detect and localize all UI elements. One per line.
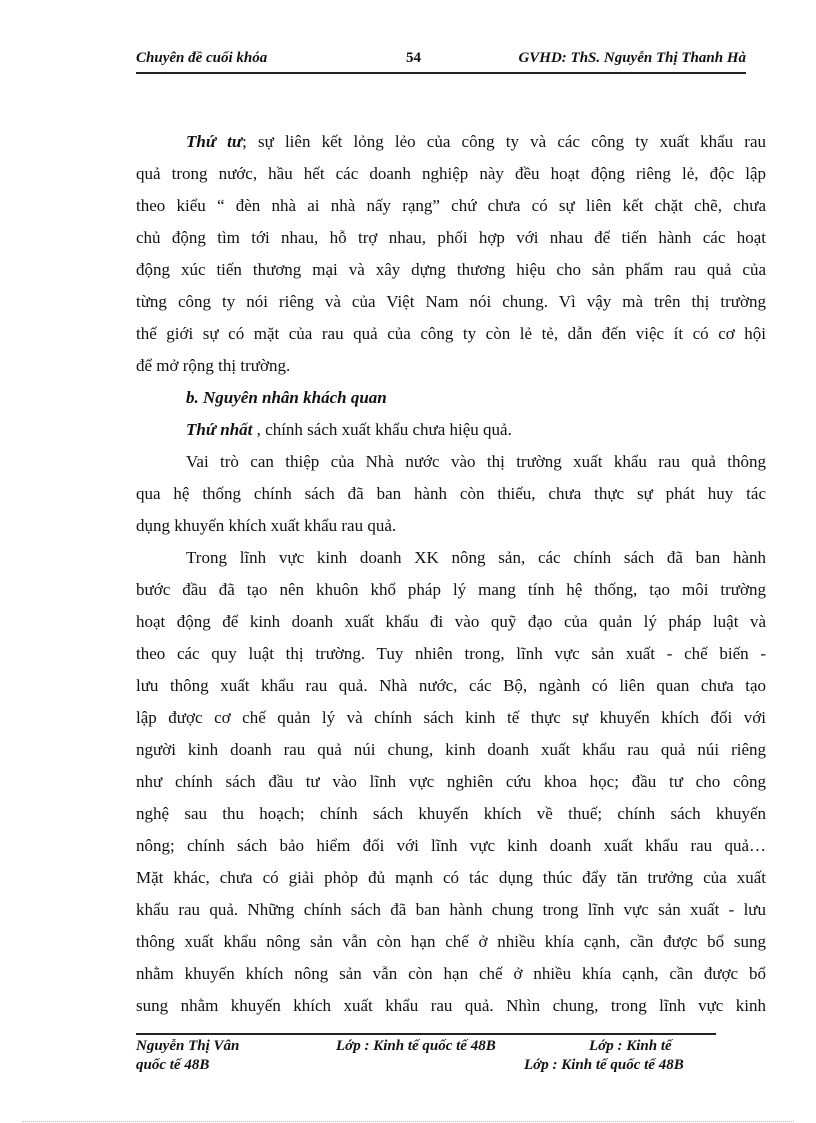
paragraph-text: ; sự liên kết lỏng lẻo của công ty và các công ty xuất khẩu rau <box>242 132 766 151</box>
page-footer <box>136 1038 716 1082</box>
paragraph-line: thông xuất khẩu nông sản vẫn còn hạn chế ở nhiều khía cạnh, cần được bổ sung <box>136 932 766 951</box>
page-bottom-edge <box>22 1121 794 1122</box>
paragraph-line <box>136 414 766 446</box>
paragraph-line: lưu thông xuất khẩu rau quả. Nhà nước, các Bộ, ngành có liên quan chưa tạo <box>136 676 766 695</box>
paragraph-line: như chính sách đầu tư vào lĩnh vực nghiên cứu khoa học; đầu tư cho công <box>136 772 766 791</box>
page-body <box>136 126 766 1022</box>
paragraph-line: nghệ sau thu hoạch; chính sách khuyến khích về thuế; chính sách khuyến <box>136 804 766 823</box>
paragraph-line: động xúc tiến thương mại và xây dựng thương hiệu cho sản phẩm rau quả của <box>136 260 766 279</box>
paragraph-line: chủ động tìm tới nhau, hỗ trợ nhau, phối hợp với nhau để tiến hành các hoạt <box>136 228 766 247</box>
paragraph-line: lập được cơ chế quản lý và chính sách kinh tế thực sự khuyến khích đối với <box>136 708 766 727</box>
footer-author: Nguyễn Thị Vân <box>136 1038 240 1054</box>
paragraph-line: người kinh doanh rau quả núi chung, kinh doanh xuất khẩu rau quả núi riêng <box>136 740 766 759</box>
paragraph-line: Vai trò can thiệp của Nhà nước vào thị trường xuất khẩu rau quả thông <box>186 452 766 471</box>
paragraph-line: theo các quy luật thị trường. Tuy nhiên trong, lĩnh vực sản xuất - chế biến - <box>136 644 766 663</box>
section-heading: b. Nguyên nhân khách quan <box>186 388 387 407</box>
paragraph-line: Mặt khác, chưa có giải phỏp đủ mạnh có tác dụng thúc đẩy tăn trưởng của xuất <box>136 868 766 887</box>
paragraph-line <box>136 126 766 158</box>
paragraph-line: quả trong nước, hầu hết các doanh nghiệp này đều hoạt động riêng lẻ, độc lập <box>136 164 766 183</box>
header-document-title: Chuyên đề cuối khóa <box>136 50 268 66</box>
paragraph-line: thế giới sự có mặt của rau quả của công ty còn lẻ tẻ, dẫn đến việc ít có cơ hội <box>136 324 766 343</box>
footer-divider <box>136 1033 716 1035</box>
footer-class: Lớp : Kinh tế quốc tế 48B <box>336 1038 496 1054</box>
paragraph-line: theo kiểu “ đèn nhà ai nhà nấy rạng” chứ chưa có sự liên kết chặt chẽ, chưa <box>136 196 766 215</box>
header-supervisor: GVHD: ThS. Nguyễn Thị Thanh Hà <box>518 50 746 66</box>
paragraph-line: Trong lĩnh vực kinh doanh XK nông sản, các chính sách đã ban hành <box>186 548 766 567</box>
paragraph-line: từng công ty nói riêng và của Việt Nam nói chung. Vì vậy mà trên thị trường <box>136 292 766 311</box>
paragraph-line: để mở rộng thị trường. <box>136 356 291 375</box>
footer-class-right-continued: Lớp : Kinh tế quốc tế 48B <box>524 1057 684 1073</box>
paragraph-line: bước đầu đã tạo nên khuôn khổ pháp lý mang tính hệ thống, tạo môi trường <box>136 580 766 599</box>
paragraph-lead: Thứ tư <box>186 132 243 151</box>
header-page-number: 54 <box>406 50 421 66</box>
paragraph-line: qua hệ thống chính sách đã ban hành còn thiếu, chưa thực sự phát huy tác <box>136 484 766 503</box>
paragraph-lead: Thứ nhất <box>186 420 253 439</box>
paragraph-line: dụng khuyến khích xuất khẩu rau quả. <box>136 516 397 535</box>
paragraph-line: hoạt động để kinh doanh xuất khẩu đi vào quỹ đạo của quản lý pháp luật và <box>136 612 766 631</box>
paragraph-line: nông; chính sách bảo hiểm đối với lĩnh vực kinh doanh xuất khẩu rau quả… <box>136 836 766 855</box>
page-header <box>136 48 746 74</box>
paragraph-text: , chính sách xuất khẩu chưa hiệu quả. <box>252 420 512 439</box>
paragraph-line: sung nhằm khuyến khích xuất khẩu rau quả. Nhìn chung, trong lĩnh vực kinh <box>136 996 766 1015</box>
footer-class-right: Lớp : Kinh tế <box>589 1038 672 1054</box>
paragraph-line: nhằm khuyến khích nông sản vẫn còn hạn chế ở nhiều khía cạnh, cần được bổ <box>136 964 766 983</box>
paragraph-line: khẩu rau quả. Những chính sách đã ban hành chung trong lĩnh vực sản xuất - lưu <box>136 900 766 919</box>
footer-author-continued: quốc tế 48B <box>136 1057 210 1073</box>
